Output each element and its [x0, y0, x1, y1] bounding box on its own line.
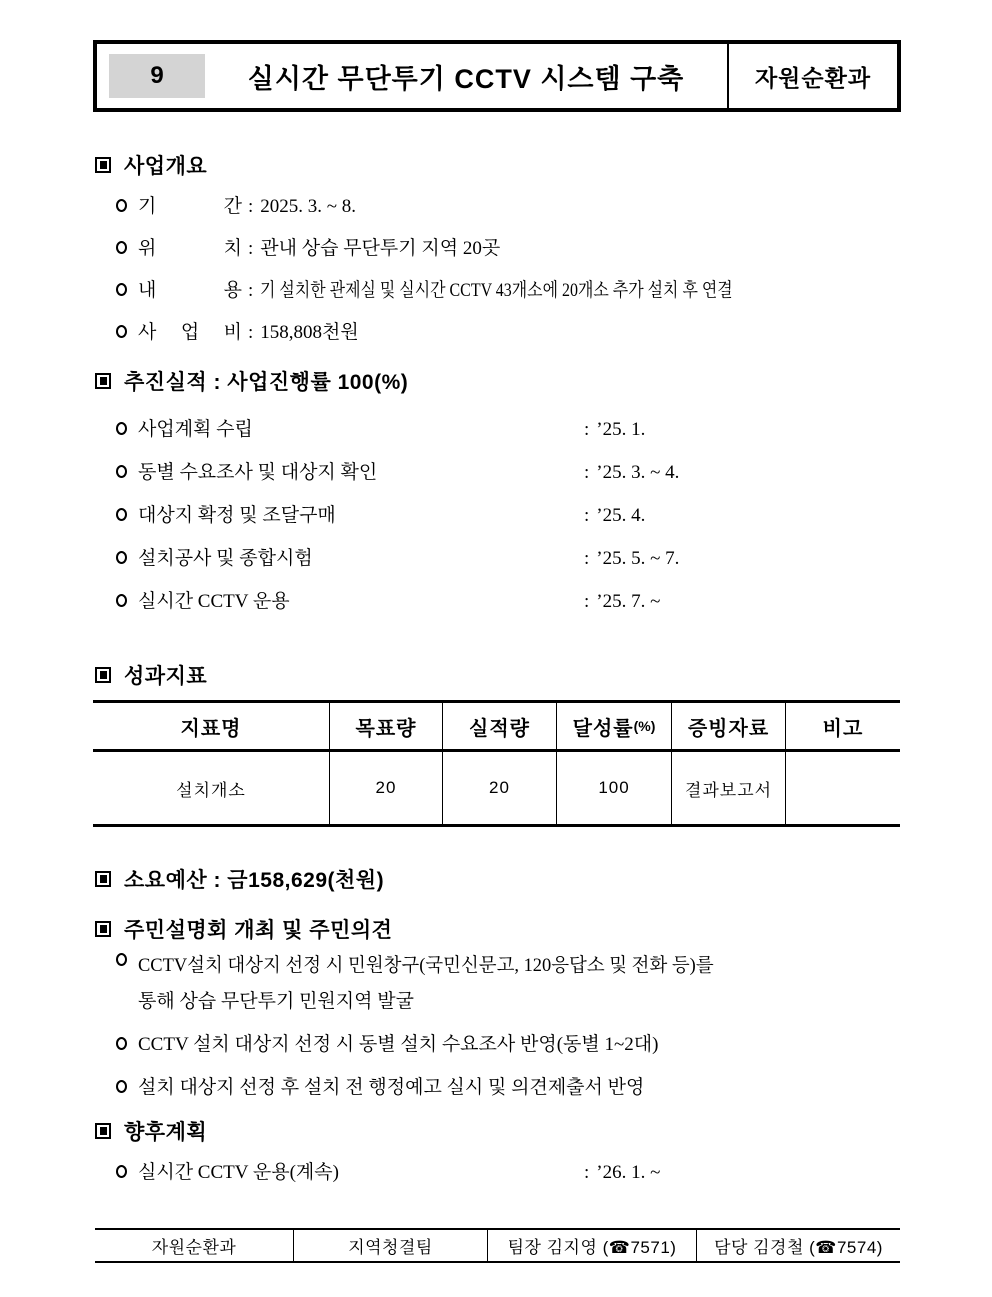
square-bullet-icon	[95, 157, 111, 173]
item-text: 설치 대상지 선정 후 설치 전 행정예고 실시 및 의견제출서 반영	[138, 1077, 645, 1098]
title-left-cell	[97, 44, 727, 108]
table-cell-note	[786, 752, 900, 824]
item-value: 158,808천원	[260, 322, 359, 343]
column-header: 목표량	[330, 703, 443, 749]
item-label: 사업계획 수립	[138, 419, 253, 440]
page-title: 실시간 무단투기 CCTV 시스템 구축	[247, 63, 685, 94]
item-value: ’25. 7. ~	[596, 591, 661, 612]
list-item	[116, 320, 823, 346]
colon-separator: :	[248, 196, 254, 217]
progress-heading: 추진실적 : 사업진행률 100(%)	[124, 371, 409, 394]
item-label: 대상지 확정 및 조달구매	[138, 505, 336, 526]
list-item	[116, 417, 679, 443]
circle-bullet-icon	[116, 465, 127, 478]
list-item	[116, 236, 823, 262]
circle-bullet-icon	[116, 199, 127, 212]
table-cell-evidence: 결과보고서	[672, 752, 786, 824]
column-header: 증빙자료	[672, 703, 786, 749]
progress-list	[116, 417, 679, 615]
circle-bullet-icon	[116, 325, 127, 338]
item-text-line1: CCTV설치 대상지 선정 시 민원창구(국민신문고, 120응답소 및 전화 등)를	[138, 955, 714, 976]
opinions-heading: 주민설명회 개최 및 주민의견	[124, 919, 393, 942]
item-value: 2025. 3. ~ 8.	[260, 196, 357, 217]
item-label: 실시간 CCTV 운용(계속)	[138, 1162, 339, 1183]
square-bullet-icon	[95, 667, 111, 683]
colon-separator: :	[584, 419, 590, 440]
colon-separator: :	[248, 322, 254, 343]
indicators-heading: 성과지표	[124, 665, 208, 688]
item-label: 내 용	[138, 280, 242, 301]
circle-bullet-icon	[116, 1165, 127, 1178]
section-heading-progress	[95, 366, 408, 396]
footer-team: 지역청결팀	[294, 1230, 488, 1261]
section-heading-overview	[95, 150, 207, 180]
circle-bullet-icon	[116, 422, 127, 435]
footer-department: 자원순환과	[95, 1230, 294, 1261]
table-header-row	[93, 703, 900, 752]
budget-heading: 소요예산 : 금158,629(천원)	[124, 869, 385, 892]
column-header	[557, 703, 672, 749]
footer-contact-table	[95, 1228, 900, 1263]
colon-separator: :	[584, 591, 590, 612]
item-text-line2: 통해 상습 무단투기 민원지역 발굴	[138, 991, 414, 1012]
opinions-list	[116, 948, 731, 1106]
list-item	[116, 589, 679, 615]
circle-bullet-icon	[116, 551, 127, 564]
list-item	[116, 503, 679, 529]
table-cell-target: 20	[330, 752, 443, 824]
colon-separator: :	[584, 548, 590, 569]
item-value: ’25. 3. ~ 4.	[596, 462, 680, 483]
item-label: 사 업 비	[138, 322, 242, 343]
list-item	[116, 546, 679, 572]
item-label: 동별 수요조사 및 대상지 확인	[138, 462, 378, 483]
column-header: 지표명	[93, 703, 330, 749]
overview-list	[116, 194, 823, 346]
overview-heading: 사업개요	[124, 155, 208, 178]
circle-bullet-icon	[116, 594, 127, 607]
performance-table	[93, 700, 900, 827]
colon-separator: :	[584, 505, 590, 526]
colon-separator: :	[584, 1162, 590, 1183]
item-label: 위 치	[138, 238, 242, 259]
list-item	[116, 1160, 660, 1186]
circle-bullet-icon	[116, 1080, 127, 1093]
column-header-main: 달성률	[572, 717, 634, 740]
future-list	[116, 1160, 660, 1186]
table-cell-achievement: 100	[557, 752, 672, 824]
column-header-unit: (%)	[633, 718, 656, 734]
item-value: 기 설치한 관제실 및 실시간 CCTV 43개소에 20개소 추가 설치 후 연결	[260, 280, 733, 301]
item-value: ’25. 4.	[596, 505, 646, 526]
circle-bullet-icon	[116, 953, 127, 966]
section-heading-budget	[95, 864, 384, 894]
colon-separator: :	[584, 462, 590, 483]
square-bullet-icon	[95, 373, 111, 389]
list-item	[116, 194, 823, 220]
list-item	[116, 1027, 731, 1063]
item-label: 실시간 CCTV 운용	[138, 591, 290, 612]
table-cell-actual: 20	[443, 752, 557, 824]
colon-separator: :	[248, 238, 254, 259]
list-item	[116, 948, 731, 1020]
footer-team-leader: 팀장 김지영 (☎7571)	[488, 1230, 697, 1261]
title-box	[93, 40, 901, 112]
table-cell-indicator-name: 설치개소	[93, 752, 330, 824]
item-value: ’26. 1. ~	[596, 1162, 661, 1183]
circle-bullet-icon	[116, 1037, 127, 1050]
list-item	[116, 460, 679, 486]
item-text: CCTV 설치 대상지 선정 시 동별 설치 수요조사 반영(동별 1~2대)	[138, 1034, 659, 1055]
circle-bullet-icon	[116, 283, 127, 296]
table-row	[93, 752, 900, 824]
colon-separator: :	[248, 280, 254, 301]
square-bullet-icon	[95, 921, 111, 937]
section-heading-indicators	[95, 660, 207, 690]
footer-staff: 담당 김경철 (☎7574)	[714, 1238, 883, 1257]
item-number: 9	[150, 62, 164, 89]
section-heading-opinions	[95, 914, 392, 944]
column-header: 실적량	[443, 703, 557, 749]
item-value: ’25. 1.	[596, 419, 646, 440]
future-heading: 향후계획	[124, 1121, 208, 1144]
item-label: 설치공사 및 종합시험	[138, 548, 313, 569]
list-item	[116, 278, 823, 304]
square-bullet-icon	[95, 871, 111, 887]
column-header: 비고	[822, 717, 864, 740]
item-number-box	[109, 54, 205, 98]
item-value: ’25. 5. ~ 7.	[596, 548, 680, 569]
department-cell: 자원순환과	[727, 44, 897, 108]
square-bullet-icon	[95, 1123, 111, 1139]
item-value: 관내 상습 무단투기 지역 20곳	[260, 238, 501, 259]
item-label: 기 간	[138, 196, 242, 217]
circle-bullet-icon	[116, 241, 127, 254]
list-item	[116, 1070, 731, 1106]
circle-bullet-icon	[116, 508, 127, 521]
section-heading-future	[95, 1116, 207, 1146]
